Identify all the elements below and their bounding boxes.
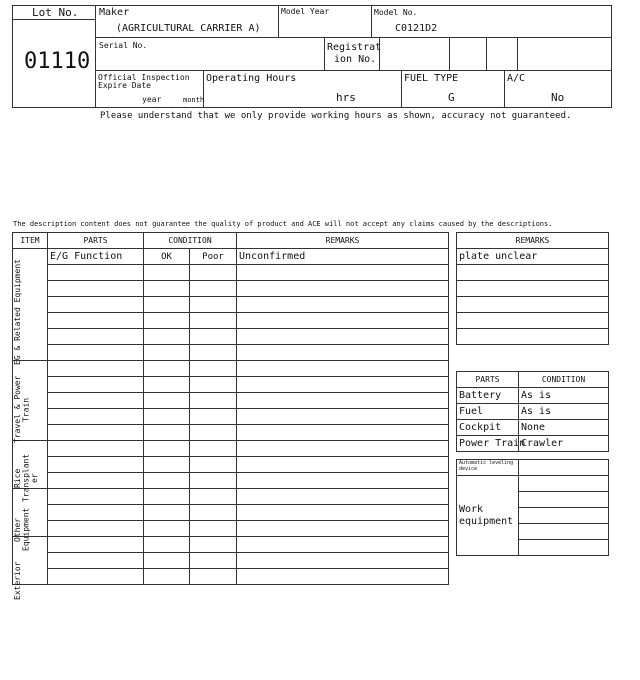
table-row xyxy=(13,393,449,409)
part-condition-cell: As is xyxy=(519,404,609,420)
table-row xyxy=(457,404,609,420)
fuel-type-label: FUEL TYPE xyxy=(404,73,459,84)
table-row xyxy=(13,489,449,505)
inspection-label-1: Official Inspection xyxy=(98,73,190,82)
group-label-travel: Travel & Power Train xyxy=(13,375,31,444)
fuel-type-value: G xyxy=(448,91,455,104)
table-row xyxy=(13,537,449,553)
hours-notice: Please understand that we only provide working hours as shown, accuracy not guaranteed. xyxy=(100,111,572,121)
table-row xyxy=(457,281,609,297)
side-remarks-table xyxy=(456,232,609,345)
side-remarks-header: REMARKS xyxy=(457,233,609,249)
table-row xyxy=(13,473,449,489)
group-label-eg: EG & Related Equipment xyxy=(13,259,22,365)
table-row xyxy=(13,345,449,361)
table-row xyxy=(457,420,609,436)
table-row xyxy=(13,297,449,313)
work-equipment-label: Work equipment xyxy=(457,476,519,556)
parts-col-condition: CONDITION xyxy=(519,372,609,388)
table-row xyxy=(457,297,609,313)
remarks-cell: Unconfirmed xyxy=(237,249,449,265)
ac-value: No xyxy=(551,91,565,104)
table-row xyxy=(457,329,609,345)
model-no-value: C0121D2 xyxy=(395,23,438,34)
part-name-cell: Battery xyxy=(457,388,519,404)
eg-function-cell: E/G Function xyxy=(48,249,144,265)
serial-no-label: Serial No. xyxy=(99,41,148,50)
table-row xyxy=(457,460,609,476)
table-row xyxy=(13,553,449,569)
table-row xyxy=(13,361,449,377)
table-row xyxy=(457,249,609,265)
part-name-cell: Power Train xyxy=(457,436,519,452)
table-row xyxy=(13,249,449,265)
maker-label: Maker xyxy=(99,7,130,18)
table-row xyxy=(13,457,449,473)
col-parts: PARTS xyxy=(48,233,144,249)
table-row xyxy=(13,329,449,345)
table-row xyxy=(13,441,449,457)
part-condition-cell: Crawler xyxy=(519,436,609,452)
table-row xyxy=(13,281,449,297)
model-no-label: Model No. xyxy=(374,8,418,17)
registration-label-1: Registrat xyxy=(327,42,382,53)
part-name-cell: Cockpit xyxy=(457,420,519,436)
group-label-rice: Rice Transplant er xyxy=(13,453,39,503)
table-row xyxy=(457,265,609,281)
lot-no-value: 01110 xyxy=(24,49,91,74)
table-row xyxy=(457,388,609,404)
side-header-row xyxy=(457,233,609,249)
side-remarks-first: plate unclear xyxy=(457,249,609,265)
table-row xyxy=(13,377,449,393)
maker-value: (AGRICULTURAL CARRIER A) xyxy=(116,23,261,34)
inspection-label-2: Expire Date xyxy=(98,81,151,90)
poor-cell: Poor xyxy=(190,249,237,265)
table-header-row xyxy=(13,233,449,249)
table-row xyxy=(13,569,449,585)
parts-header-row xyxy=(457,372,609,388)
operating-hours-label: Operating Hours xyxy=(206,73,297,84)
part-condition-cell: As is xyxy=(519,388,609,404)
table-row xyxy=(13,521,449,537)
col-remarks: REMARKS xyxy=(237,233,449,249)
equipment-table xyxy=(456,459,609,556)
table-row xyxy=(13,313,449,329)
table-row xyxy=(13,265,449,281)
month-label: month xyxy=(183,96,205,104)
inspection-table xyxy=(12,232,449,585)
parts-col-parts: PARTS xyxy=(457,372,519,388)
part-condition-cell: None xyxy=(519,420,609,436)
model-year-label: Model Year xyxy=(281,7,330,16)
table-row xyxy=(13,409,449,425)
year-label: year xyxy=(142,95,162,104)
lot-no-label: Lot No. xyxy=(32,6,79,19)
table-row xyxy=(457,476,609,492)
table-row xyxy=(13,505,449,521)
part-name-cell: Fuel xyxy=(457,404,519,420)
ac-label: A/C xyxy=(507,73,526,84)
group-label-exterior: Exterior xyxy=(13,561,22,600)
auto-leveling-label: Automatic leveling device xyxy=(457,460,519,476)
description-notice: The description content does not guarantee the quality of product and ACE will not accept any claims caused by the descriptions. xyxy=(13,220,553,228)
table-row xyxy=(457,436,609,452)
registration-label-2: ion No. xyxy=(334,54,377,65)
table-row xyxy=(457,313,609,329)
col-item: ITEM xyxy=(13,233,48,249)
group-label-other: Other Equipment xyxy=(13,507,31,552)
col-condition: CONDITION xyxy=(144,233,237,249)
table-row xyxy=(13,425,449,441)
hrs-label: hrs xyxy=(336,91,356,104)
ok-cell: OK xyxy=(144,249,190,265)
parts-condition-table xyxy=(456,371,609,452)
